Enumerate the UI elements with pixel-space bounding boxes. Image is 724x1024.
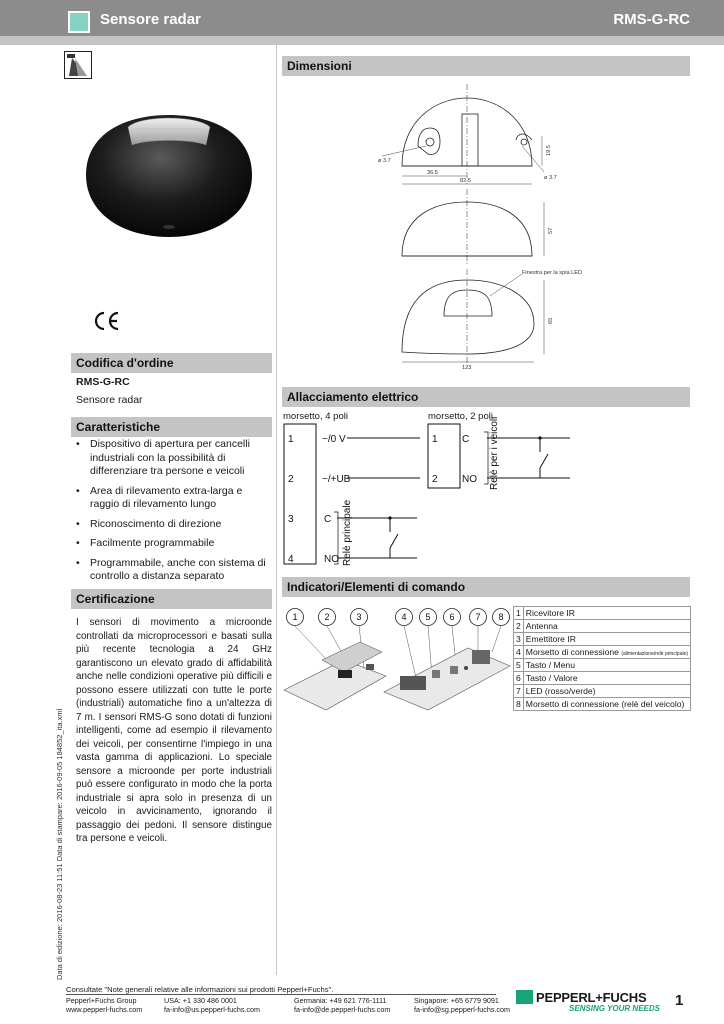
pin-number: 3 [288,514,294,525]
radar-sensor-pictogram-icon [64,51,92,79]
component-label: Antenna [525,621,558,631]
relay-vehicle-label: Relè per i veicoli [489,416,500,490]
brand-logo-icon [516,990,533,1004]
section-certification: Certificazione [71,589,272,609]
table-cell-label [523,646,690,659]
component-label: Tasto / Valore [525,673,578,683]
footer-singapore [414,996,510,1014]
component-label: Emettitore IR [525,634,576,644]
footer-singapore-email-link[interactable]: fa-info@sg.pepperl-fuchs.com [414,1005,510,1014]
pin-label: C [462,434,470,445]
callout-2: 2 [324,612,330,622]
table-cell-label [523,633,690,646]
table-row [514,633,691,646]
brand-name: PEPPERL+FUCHS [536,990,647,1005]
dim-height-1: 19.5 [546,145,552,156]
callout-1: 1 [292,612,298,622]
table-cell-number: 4 [514,646,524,659]
footer-website-link[interactable]: www.pepperl-fuchs.com [66,1005,143,1014]
footer-divider [66,994,496,995]
feature-item: • Riconoscimento di direzione [76,518,272,532]
dim-width-3: 123 [462,365,472,371]
pin-label: ~/+UB [322,474,351,485]
footer-usa-email-link[interactable]: fa-info@us.pepperl-fuchs.com [164,1005,260,1014]
feature-item: • Dispositivo di apertura per cancelli industriali con la possibilità di differenziare tra persone e veicoli [76,438,272,479]
board-illustration [282,606,512,714]
table-cell-label [523,607,690,620]
component-label: Morsetto di connessione [525,647,619,657]
table-cell-number: 7 [514,685,524,698]
table-cell-number: 3 [514,633,524,646]
footer-germany-email-link[interactable]: fa-info@de.pepperl-fuchs.com [294,1005,391,1014]
table-cell-number: 2 [514,620,524,633]
dim-width-2: 82.5 [460,178,471,184]
pin-label: ~/0 V [322,434,346,445]
table-cell-number: 1 [514,607,524,620]
feature-item: • Programmabile, anche con sistema di controllo a distanza separato [76,557,272,584]
dim-hole-left: ø 3.7 [378,158,391,164]
table-cell-label [523,672,690,685]
dim-window-label: Finestra per la spia LED [522,270,583,276]
callout-4: 4 [401,612,407,622]
callout-8: 8 [498,612,504,622]
product-code: RMS-G-RC [613,11,690,28]
component-note: (alimentazione/relè principale) [621,651,689,657]
footer-germany-phone: Germania: +49 621 776-1111 [294,996,387,1005]
pin-number: 2 [288,474,294,485]
header-subbar [0,36,724,45]
dimension-drawing [372,84,583,374]
pin-number: 1 [432,434,438,445]
pin-number: 1 [288,434,294,445]
table-row [514,607,691,620]
table-row [514,646,691,659]
column-divider [276,45,277,975]
callout-5: 5 [425,612,431,622]
section-features: Caratteristiche [71,417,272,437]
table-row [514,685,691,698]
table-row [514,620,691,633]
table-row [514,698,691,711]
brand-slogan: SENSING YOUR NEEDS [569,1004,660,1013]
dim-width-1: 36.5 [427,170,438,176]
order-name: Sensore radar [76,394,143,406]
callout-7: 7 [475,612,481,622]
callout-3: 3 [356,612,362,622]
footer-usa-phone: USA: +1 330 486 0001 [164,996,237,1005]
component-label: Tasto / Menu [525,660,575,670]
relay-main-label: Relè principale [342,499,353,566]
features-list [76,438,272,590]
edition-info: Data di edizione: 2016-08-23 11:51 Data di stampare: 2016-09-05 184852_ita.xml [55,708,64,980]
wiring-left-title: morsetto, 4 poli [283,411,348,422]
table-cell-number: 8 [514,698,524,711]
table-cell-number: 6 [514,672,524,685]
pin-label: NO [462,474,477,485]
section-indicators: Indicatori/Elementi di comando [282,577,690,597]
header-bar [0,0,724,36]
pin-label: C [324,514,332,525]
dim-hole-right: ø 3.7 [544,175,557,181]
feature-item: • Area di rilevamento extra-larga e raggio di rilevamento lungo [76,485,272,512]
section-order: Codifica d'ordine [71,353,272,373]
section-dimensions: Dimensioni [282,56,690,76]
component-label: Ricevitore IR [525,608,575,618]
pin-label: NO [324,554,339,565]
callout-6: 6 [449,612,455,622]
dim-height-2: 57 [548,227,554,234]
table-row [514,672,691,685]
pin-number: 4 [288,554,294,565]
table-cell-label [523,659,690,672]
table-cell-label [523,685,690,698]
product-photo [80,105,258,245]
certification-text: I sensori di movimento a microonde controllati da microprocessori e basati sulla più recente tecnologia a 24 GHz garantiscono un elevato grado di affidabilità anche nelle condizioni operative più difficili e possono essere utilizzati con tutte le porte (industriali) automatiche fino a un'altezza di 7 m. I sensori RMS-G sono dotati di funzioni intelligenti, come ad esempio il rilevamento dei veicoli, per consentirne l'impiego in una vasta gamma di applicazioni. Lo speciale sensore a microonde per porte industriali può essere configurato in modo che la porta industriale si apra solo in presenza di un veicolo in avvicinamento, ignorando il passaggio dei pedoni. Il sensore distingue tra persone e veicoli. [76,617,272,844]
page-number: 1 [675,992,684,1009]
footer-note: Consultate "Note generali relative alle informazioni sui prodotti Pepperl+Fuchs". [66,985,334,994]
footer-germany [294,996,390,1014]
ce-mark [93,311,121,331]
table-cell-number: 5 [514,659,524,672]
footer-usa [164,996,260,1014]
header-square-icon [68,11,90,33]
component-label: LED (rosso/verde) [525,686,596,696]
footer-group [66,996,142,1014]
pin-number: 2 [432,474,438,485]
table-cell-label [523,620,690,633]
components-table [513,606,691,711]
dim-height-3: 65 [548,317,554,324]
table-cell-label [523,698,690,711]
feature-item: • Facilmente programmabile [76,537,272,551]
footer-company: Pepperl+Fuchs Group [66,996,137,1005]
page-title: Sensore radar [100,11,201,28]
wiring-right-title: morsetto, 2 poli [428,411,493,422]
table-row [514,659,691,672]
component-label: Morsetto di connessione (relè del veicolo) [525,699,685,709]
footer-singapore-phone: Singapore: +65 6779 9091 [414,996,499,1005]
section-electrical: Allacciamento elettrico [282,387,690,407]
order-code: RMS-G-RC [76,376,130,388]
